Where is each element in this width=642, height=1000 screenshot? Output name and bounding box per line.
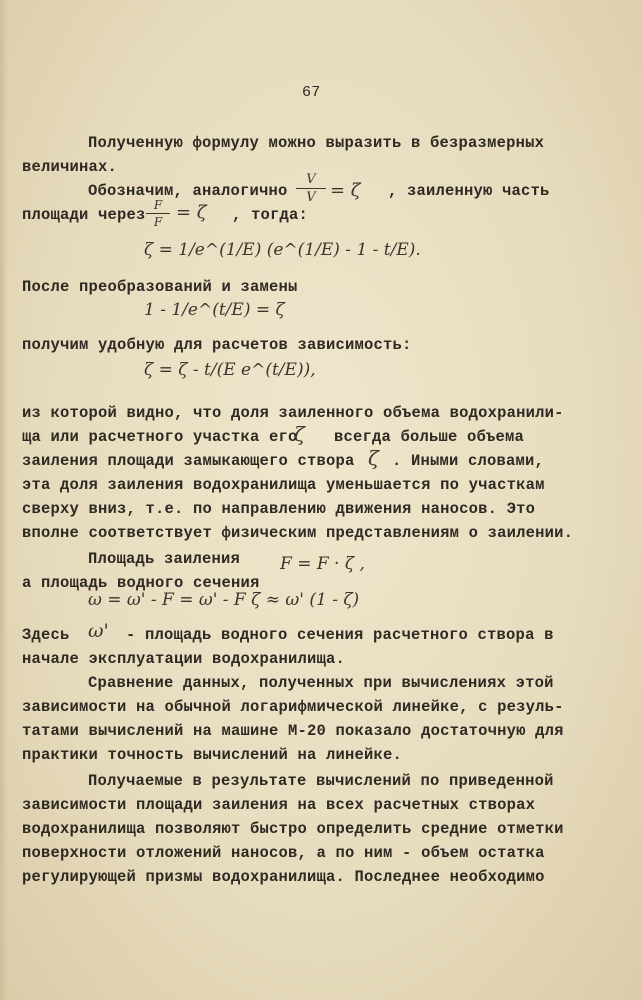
text-line: После преобразований и замены [22, 278, 298, 296]
text-line: зависимости на обычной логарифмической линейке, с резуль- [22, 698, 564, 716]
text-line: практики точность вычислений на линейке. [22, 746, 403, 764]
formula-dependency: ζ = ζ - t/(E e^(t/E)), [144, 360, 316, 380]
text-line: поверхности отложений наносов, а по ним - объем остатка [22, 844, 545, 862]
text-line: эта доля заиления водохранилища уменьшается по участкам [22, 476, 545, 494]
formula-substitution: 1 - 1/e^(t/E) = ζ [144, 300, 285, 320]
formula-zeta-v: ζ [294, 422, 305, 446]
text-line: Получаемые в результате вычислений по приведенной [88, 772, 554, 790]
text-line: величинах. [22, 158, 118, 176]
text-line: всегда больше объема [334, 428, 525, 446]
formula-ratio-v: V V [296, 172, 326, 205]
text-line: Сравнение данных, полученных при вычислениях этой [88, 674, 554, 692]
text-line: , заиленную часть [388, 182, 550, 200]
text-line: сверху вниз, т.е. по направлению движения наносов. Это [22, 500, 536, 518]
text-line: . Иными словами, [392, 452, 545, 470]
text-line: из которой видно, что доля заиленного объема водохранили- [22, 404, 564, 422]
text-line: Полученную формулу можно выразить в безразмерных [88, 134, 545, 152]
text-line: начале эксплуатации водохранилища. [22, 650, 346, 668]
formula-silting-area: F = F · ζ , [280, 554, 365, 574]
text-line: ща или расчетного участка его [22, 428, 298, 446]
text-line: водохранилища позволяют быстро определить средние отметки [22, 820, 564, 838]
page-edge-shadow [0, 0, 8, 1000]
text-line: Здесь [22, 626, 70, 644]
formula-zeta-f: ζ [368, 446, 379, 470]
formula-zeta-f-exp: ζ = 1/e^(1/E) (e^(1/E) - 1 - t/E). [144, 240, 421, 260]
text-line: татами вычислений на машине М-20 показало достаточную для [22, 722, 564, 740]
text-line: получим удобную для расчетов зависимость: [22, 336, 412, 354]
text-line: , тогда: [232, 206, 309, 224]
formula-water-section: ω = ω' - F = ω' - F ζ ≈ ω' (1 - ζ) [88, 590, 360, 610]
formula-ratio-f-rhs: = ζ [176, 202, 207, 223]
page-number: 67 [302, 84, 321, 101]
text-line: - площадь водного сечения расчетного створа в [126, 626, 554, 644]
formula-ratio-f: F F [146, 198, 170, 229]
text-line: регулирующей призмы водохранилища. Последнее необходимо [22, 868, 545, 886]
text-line: заиления площади замыкающего створа [22, 452, 355, 470]
formula-ratio-v-rhs: = ζ [330, 180, 361, 201]
text-line: вполне соответствует физическим представлениям о заилении. [22, 524, 574, 542]
formula-omega-prime: ω' [88, 620, 109, 642]
text-line: а площадь водного сечения [22, 574, 260, 592]
text-line: Площадь заиления [88, 550, 241, 568]
text-line: зависимости площади заиления на всех расчетных створах [22, 796, 536, 814]
text-line: Обозначим, аналогично [88, 182, 288, 200]
text-line: площади через [22, 206, 146, 224]
